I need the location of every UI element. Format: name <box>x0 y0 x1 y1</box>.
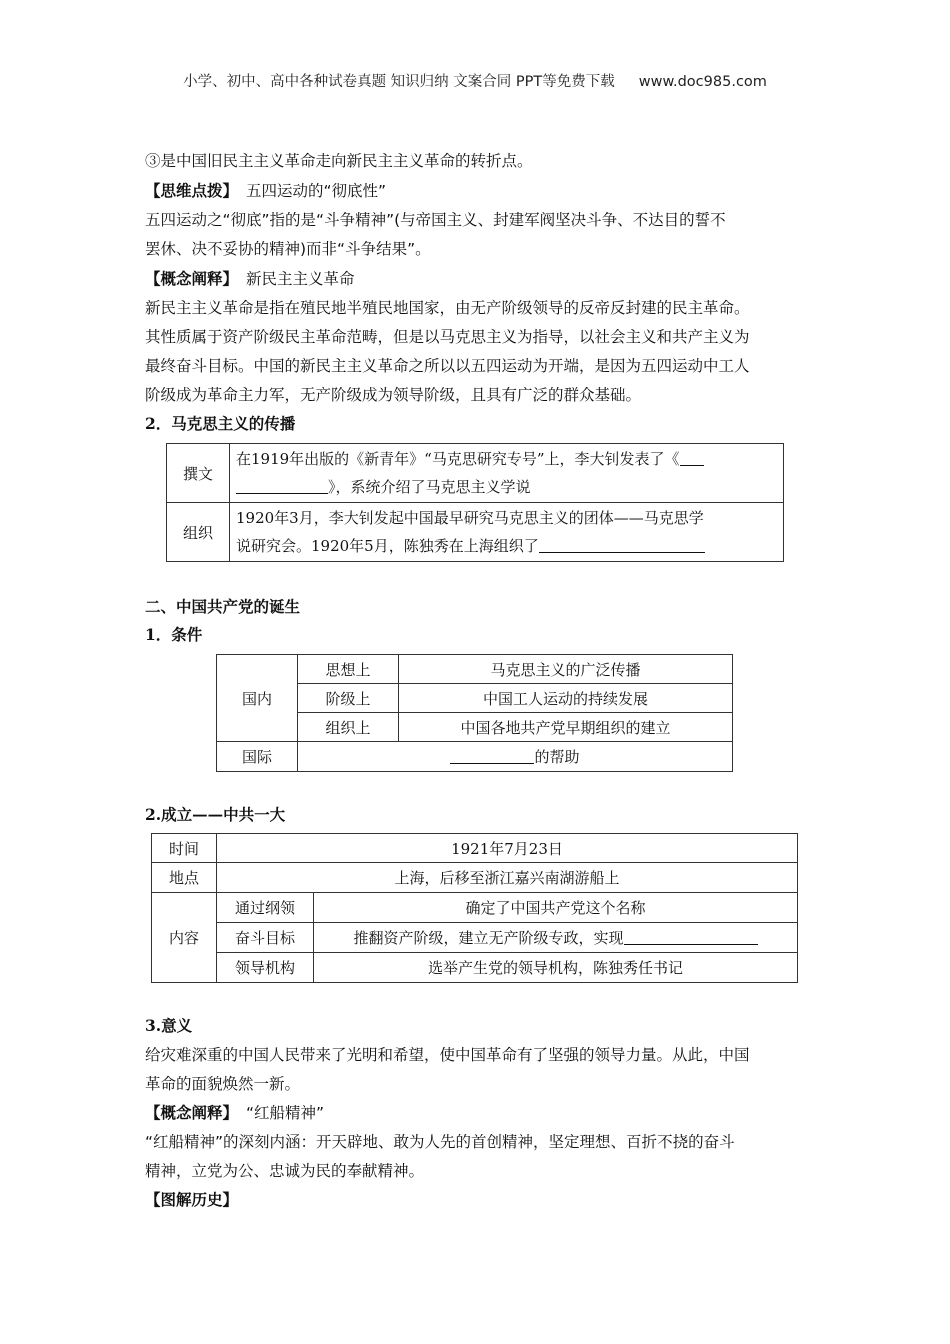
table-cell-value <box>314 923 798 953</box>
intl-help-text: 的帮助 <box>534 748 580 766</box>
subsection-heading: 2.成立——中共一大 <box>145 805 286 824</box>
org-text: 说研究会。1920年5月，陈独秀在上海组织了 <box>236 537 539 555</box>
table-cell-value: 马克思主义的广泛传播 <box>399 655 733 684</box>
concept-heading <box>145 269 355 289</box>
conditions-table <box>216 654 733 772</box>
tip-body-line: 罢休、决不妥协的精神)而非“斗争结果”。 <box>145 240 431 258</box>
concept-body-line: “红船精神”的深刻内涵：开天辟地、敢为人先的首创精神，坚定理想、百折不挠的奋斗 <box>145 1133 735 1151</box>
header-url[interactable]: www.doc985.com <box>638 74 767 90</box>
concept-tag: 【概念阐释】 <box>145 1104 239 1122</box>
subsection-heading: 3.意义 <box>145 1016 193 1035</box>
table-cell-head: 组织 <box>167 503 230 562</box>
table-cell-key: 组织上 <box>298 713 399 742</box>
table-cell-head: 国内 <box>217 655 298 742</box>
meaning-line: 革命的面貌焕然一新。 <box>145 1075 301 1093</box>
concept-heading <box>145 1103 324 1123</box>
table-cell-head: 地点 <box>152 863 217 893</box>
concept-body-line: 新民主主义革命是指在殖民地半殖民地国家，由无产阶级领导的反帝反封建的民主革命。 <box>145 299 750 317</box>
goal-text: 推翻资产阶级，建立无产阶级专政，实现 <box>353 929 624 947</box>
table-cell-head: 国际 <box>217 742 298 772</box>
article-text: 在1919年出版的《新青年》“马克思研究专号”上，李大钊发表了《 <box>236 450 680 468</box>
table-cell-value: 上海，后移至浙江嘉兴南湖游船上 <box>217 863 798 893</box>
table-cell-value: 确定了中国共产党这个名称 <box>314 893 798 923</box>
answer-blank[interactable] <box>450 749 534 764</box>
founding-table <box>151 833 798 983</box>
subsection-heading: 1．条件 <box>145 625 203 644</box>
tip-tag: 【思维点拨】 <box>145 182 239 200</box>
concept-tag: 【概念阐释】 <box>145 270 239 288</box>
meaning-line: 给灾难深重的中国人民带来了光明和希望，使中国革命有了坚强的领导力量。从此，中国 <box>145 1046 750 1064</box>
answer-blank[interactable] <box>624 930 758 945</box>
org-text: 1920年3月，李大钊发起中国最早研究马克思主义的团体——马克思学 <box>236 509 704 527</box>
tip-body-line: 五四运动之“彻底”指的是“斗争精神”(与帝国主义、封建军阀坚决斗争、不达目的誓不 <box>145 211 726 229</box>
table-cell-value: 1921年7月23日 <box>217 834 798 863</box>
paragraph-turning-point: ③是中国旧民主主义革命走向新民主主义革命的转折点。 <box>145 152 533 170</box>
table-cell-value: 中国各地共产党早期组织的建立 <box>399 713 733 742</box>
page-header <box>0 70 950 91</box>
answer-blank[interactable] <box>539 538 705 553</box>
concept-body-line: 阶级成为革命主力军，无产阶级成为领导阶级，且具有广泛的群众基础。 <box>145 386 642 404</box>
tip-heading <box>145 181 386 201</box>
table-cell-value <box>298 742 733 772</box>
table-cell <box>230 444 784 503</box>
concept-body-line: 最终奋斗目标。中国的新民主主义革命之所以以五四运动为开端，是因为五四运动中工人 <box>145 357 750 375</box>
answer-blank[interactable] <box>680 451 704 466</box>
concept-body-line: 其性质属于资产阶级民主革命范畴，但是以马克思主义为指导，以社会主义和共产主义为 <box>145 328 750 346</box>
header-text: 小学、初中、高中各种试卷真题 知识归纳 文案合同 PPT等免费下载 <box>183 74 615 90</box>
table-cell-head: 时间 <box>152 834 217 863</box>
table-cell-value: 中国工人运动的持续发展 <box>399 684 733 713</box>
subsection-heading: 2．马克思主义的传播 <box>145 414 296 433</box>
table-cell-key: 奋斗目标 <box>217 923 314 953</box>
table-cell-key: 思想上 <box>298 655 399 684</box>
table-cell-head: 撰文 <box>167 444 230 503</box>
marxism-spread-table <box>166 443 784 562</box>
section-heading: 二、中国共产党的诞生 <box>145 597 301 616</box>
table-cell-head: 内容 <box>152 893 217 983</box>
table-cell <box>230 503 784 562</box>
table-cell-key: 通过纲领 <box>217 893 314 923</box>
concept-body-line: 精神，立党为公、忠诚为民的奉献精神。 <box>145 1162 425 1180</box>
article-text-end: 》，系统介绍了马克思主义学说 <box>328 478 531 496</box>
concept-title: “红船精神” <box>246 1104 325 1122</box>
table-cell-key: 领导机构 <box>217 953 314 983</box>
table-cell-key: 阶级上 <box>298 684 399 713</box>
diagram-heading: 【图解历史】 <box>145 1191 239 1209</box>
table-cell-value: 选举产生党的领导机构，陈独秀任书记 <box>314 953 798 983</box>
concept-title: 新民主主义革命 <box>246 270 355 288</box>
tip-title: 五四运动的“彻底性” <box>246 182 387 200</box>
answer-blank[interactable] <box>236 479 328 494</box>
